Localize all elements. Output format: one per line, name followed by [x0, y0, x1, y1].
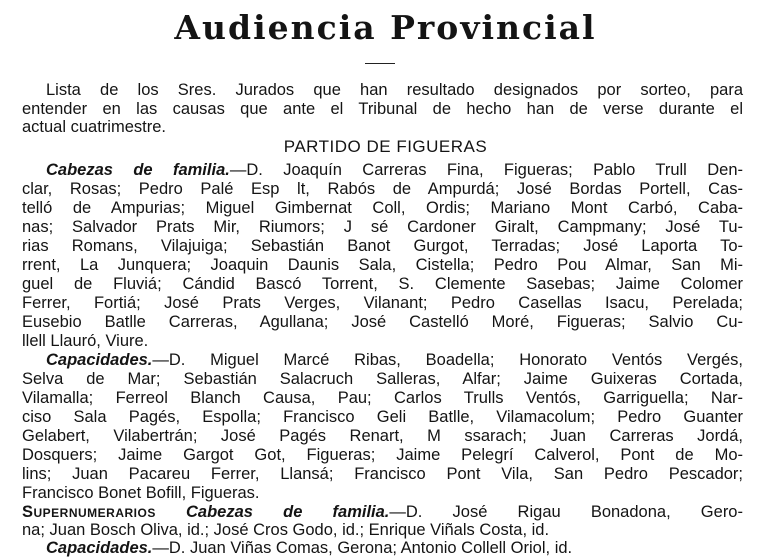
paragraph-line	[46, 160, 743, 180]
section-label-supernumerarios: Supernumerarios	[22, 503, 156, 521]
paragraph-line: rias Romans, Vilajuiga; Sebastián Banot Gurgot, Terradas; José Laporta To-	[22, 237, 743, 255]
section-label-super-cabezas: Cabezas de familia.	[186, 503, 390, 521]
section-label-cabezas: Cabezas de familia.	[46, 161, 230, 179]
paragraph-line: Vilamalla; Ferreol Blanch Causa, Pau; Carlos Trulls Ventós, Garriguella; Nar-	[22, 389, 743, 407]
list-text: —D. Miguel Marcé Ribas, Boadella; Honorato Ventós Vergés,	[152, 351, 743, 369]
paragraph-line: Selva de Mar; Sebastián Salacruch Salleras, Alfar; Jaime Guixeras Cortada,	[22, 370, 743, 388]
paragraph-line	[22, 502, 743, 522]
intro-line: entender en las causas que ante el Tribunal de hecho han de verse durante el	[22, 100, 743, 118]
paragraph-line: clar, Rosas; Pedro Palé Esp lt, Rabós de Ampurdá; José Bordas Portell, Cas-	[22, 180, 743, 198]
paragraph-line: nas; Salvador Prats Mir, Riumors; J sé Cardoner Giralt, Campmany; José Tu-	[22, 218, 743, 236]
section-label-super-capacidades: Capacidades.	[46, 539, 153, 557]
paragraph-line: ciso Sala Pagés, Espolla; Francisco Geli Batlle, Vilamacolum; Pedro Guanter	[22, 408, 743, 426]
paragraph-line: telló de Ampurias; Miguel Gimbernat Coll, Ordis; Mariano Mont Carbó, Caba-	[22, 199, 743, 217]
paragraph-line	[46, 538, 743, 557]
list-text: —D. Joaquín Carreras Fina, Figueras; Pablo Trull Den-	[229, 161, 743, 179]
title-divider	[365, 63, 395, 64]
intro-line: actual cuatrimestre.	[22, 118, 166, 136]
district-heading: PARTIDO DE FIGUERAS	[283, 137, 488, 156]
paragraph-line: na; Juan Bosch Oliva, id.; José Cros Godo, id.; Enrique Viñals Costa, id.	[22, 521, 550, 539]
paragraph-line: Dosquers; Jaime Gargot Got, Figueras; Jaime Pelegrí Calverol, Pont de Mo-	[22, 446, 743, 464]
list-text: —D. José Rigau Bonadona, Gero-	[389, 503, 743, 521]
section-label-capacidades: Capacidades.	[46, 351, 153, 369]
paragraph-line: Ferrer, Fortiá; José Prats Verges, Vilanant; Pedro Casellas Isacu, Perelada;	[22, 294, 743, 312]
paragraph-line: Eusebio Batlle Carreras, Agullana; José Castelló Moré, Figueras; Salvio Cu-	[22, 313, 743, 331]
paragraph-line	[46, 350, 743, 370]
paragraph-line: Gelabert, Vilabertrán; José Pagés Renart, M ssarach; Juan Carreras Jordá,	[22, 427, 743, 445]
paragraph-line: guel de Fluviá; Cándid Bascó Torrent, S. Clemente Sasebas; Jaime Colomer	[22, 275, 743, 293]
intro-line: Lista de los Sres. Jurados que han resultado designados por sorteo, para	[46, 81, 743, 99]
list-text: —D. Juan Viñas Comas, Gerona; Antonio Collell Oriol, id.	[152, 539, 573, 557]
paragraph-line: rrent, La Junquera; Joaquin Daunis Sala, Cistella; Pedro Pou Almar, San Mi-	[22, 256, 743, 274]
paragraph-line: llell Llauró, Viure.	[22, 332, 149, 350]
paragraph-line: Francisco Bonet Bofill, Figueras.	[22, 484, 260, 502]
paragraph-line: lins; Juan Pacareu Ferrer, Llansá; Francisco Pont Vila, San Pedro Pescador;	[22, 465, 743, 483]
page-title: Audiencia Provincial	[174, 8, 597, 47]
